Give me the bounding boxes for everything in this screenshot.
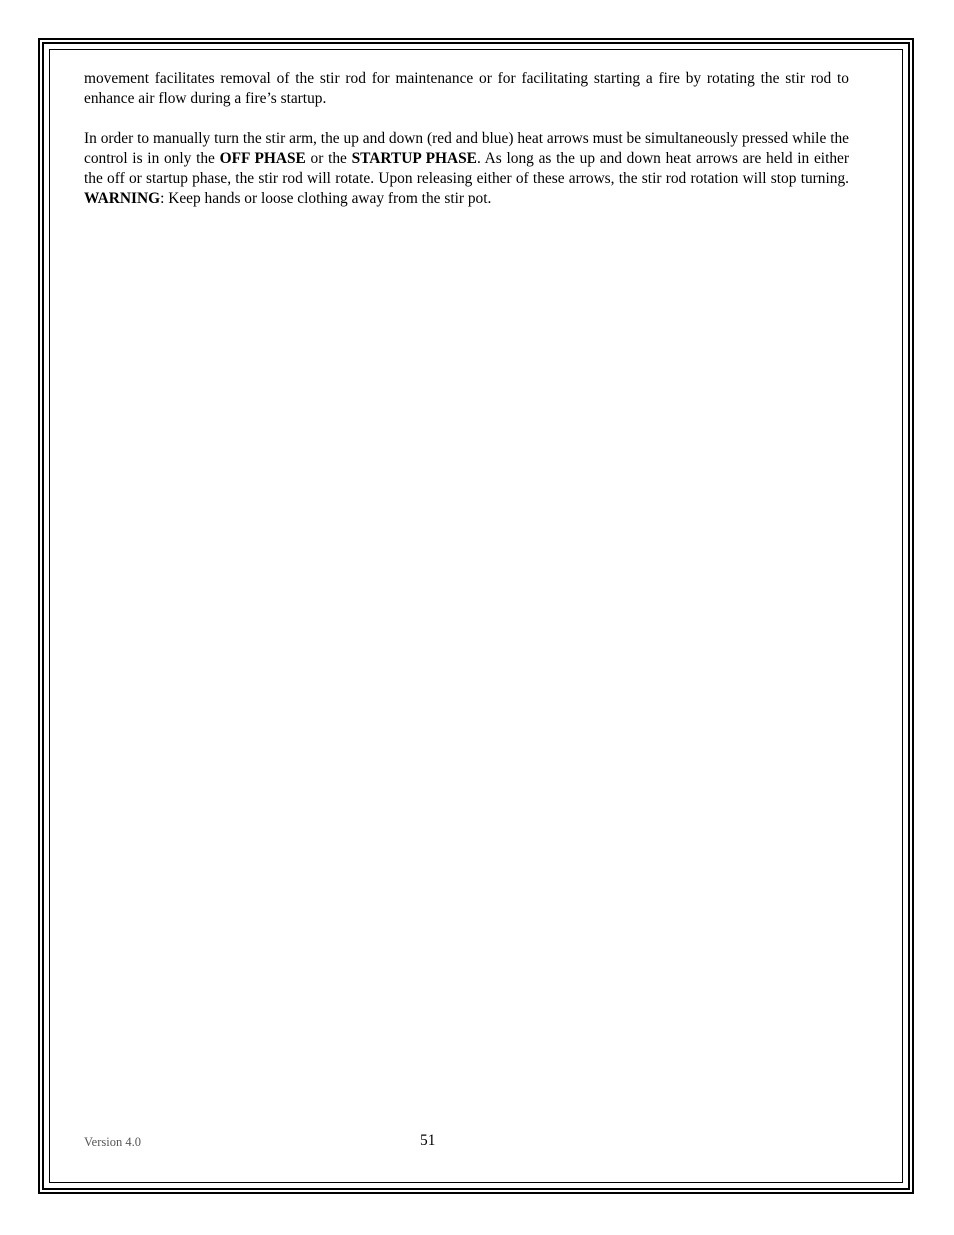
text-segment: . As long as the up and down heat arrows are held in either the off or startup phase, the stir rod will rotate. Upon releasing either of these arrows, the stir rod rotation will stop turning.	[84, 150, 849, 187]
text-segment: or the	[305, 150, 352, 167]
bold-startup-phase: STARTUP PHASE	[351, 150, 477, 167]
footer-version: Version 4.0	[84, 1135, 141, 1149]
text-segment: : Keep hands or loose clothing away from the stir pot.	[160, 190, 492, 207]
page-body	[84, 69, 849, 209]
bold-off-phase: OFF PHASE	[219, 150, 306, 167]
paragraph-manual-stir	[84, 129, 849, 209]
paragraph-stir-rod-removal: movement facilitates removal of the stir rod for maintenance or for facilitating starting a fire by rotating the stir rod to enhance air flow during a fire’s startup.	[84, 70, 849, 107]
bold-warning: WARNING	[84, 190, 161, 207]
page-number: 51	[420, 1132, 436, 1149]
page-border-inner	[49, 49, 903, 1183]
text-segment: In order to manually turn the stir arm, the up and down (red and blue) heat arrows must be simultaneously pressed while the control is in only the	[84, 130, 849, 167]
